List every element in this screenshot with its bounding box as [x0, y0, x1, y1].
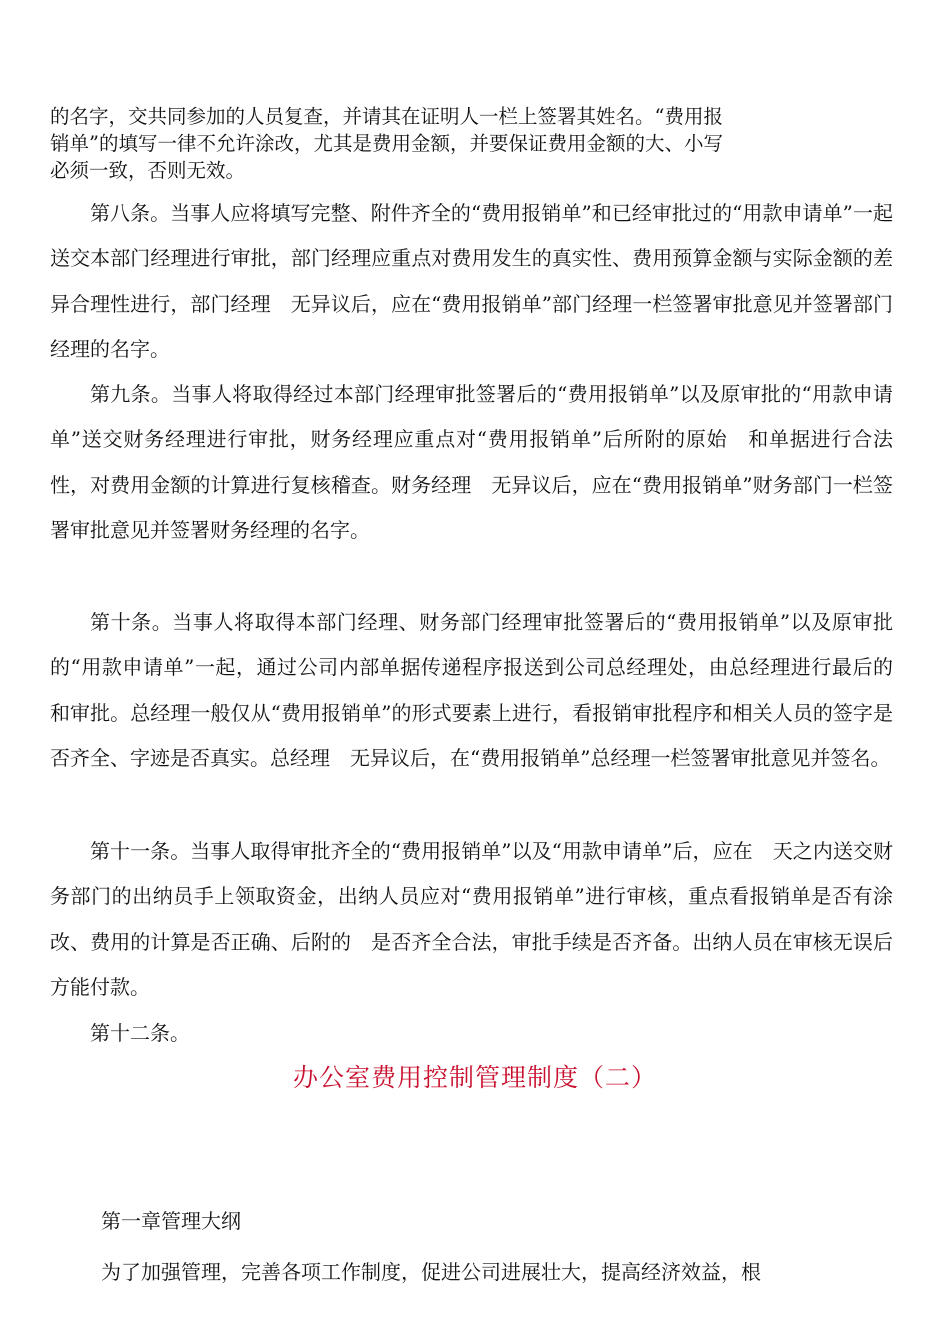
- article-10: 第十条。当事人将取得本部门经理、财务部门经理审批签署后的“费用报销单”以及原审批的“用款申请单”一起，通过公司内部单据传递程序报送到公司总经理处，由总经理进行最后的 和审批。总经理一般仅从“费用报销单”的形式要素上进行，看报销审批程序和相关人员的签字是否齐全、字迹是否真实。总经理 无异议后，在“费用报销单”总经理一栏签署审批意见并签名。: [50, 610, 913, 771]
- document-title: 办公室费用控制管理制度（二）: [292, 1063, 657, 1092]
- chapter-heading: 第一章管理大纲: [101, 1209, 241, 1233]
- paragraph-line: 的名字，交共同参加的人员复查，并请其在证明人一栏上签署其姓名。“费用报: [50, 105, 723, 128]
- article-12: 第十二条。: [90, 1021, 190, 1045]
- article-9: 第九条。当事人将取得经过本部门经理审批签署后的“费用报销单”以及原审批的“用款申请单”送交财务经理进行审批，财务经理应重点对“费用报销单”后所附的原始 和单据进行合法性，对费用金额的计算进行复核稽查。财务经理 无异议后，应在“费用报销单”财务部门一栏签署审批意见并签署财务经理的名字。: [50, 382, 893, 543]
- article-11: 第十一条。当事人取得审批齐全的“费用报销单”以及“用款申请单”后，应在 天之内送交财务部门的出纳员手上领取资金，出纳人员应对“费用报销单”进行审核，重点看报销单是否有涂改、费用的计算是否正确、后附的 是否齐全合法，审批手续是否齐备。出纳人员在审核无误后方能付款。: [50, 839, 893, 1000]
- paragraph-line: 销单”的填写一律不允许涂改，尤其是费用金额，并要保证费用金额的大、小写: [50, 132, 723, 155]
- paragraph-line: 必须一致，否则无效。: [50, 159, 246, 182]
- intro-paragraph: 为了加强管理，完善各项工作制度，促进公司进展壮大，提高经济效益，根: [101, 1260, 761, 1284]
- continued-paragraph: [50, 103, 850, 184]
- article-8: 第八条。当事人应将填写完整、附件齐全的“费用报销单”和已经审批过的“用款申请单”一起送交本部门经理进行审批，部门经理应重点对费用发生的真实性、费用预算金额与实际金额的差异合理性进行，部门经理 无异议后，应在“费用报销单”部门经理一栏签署审批意见并签署部门经理的名字。: [50, 201, 893, 362]
